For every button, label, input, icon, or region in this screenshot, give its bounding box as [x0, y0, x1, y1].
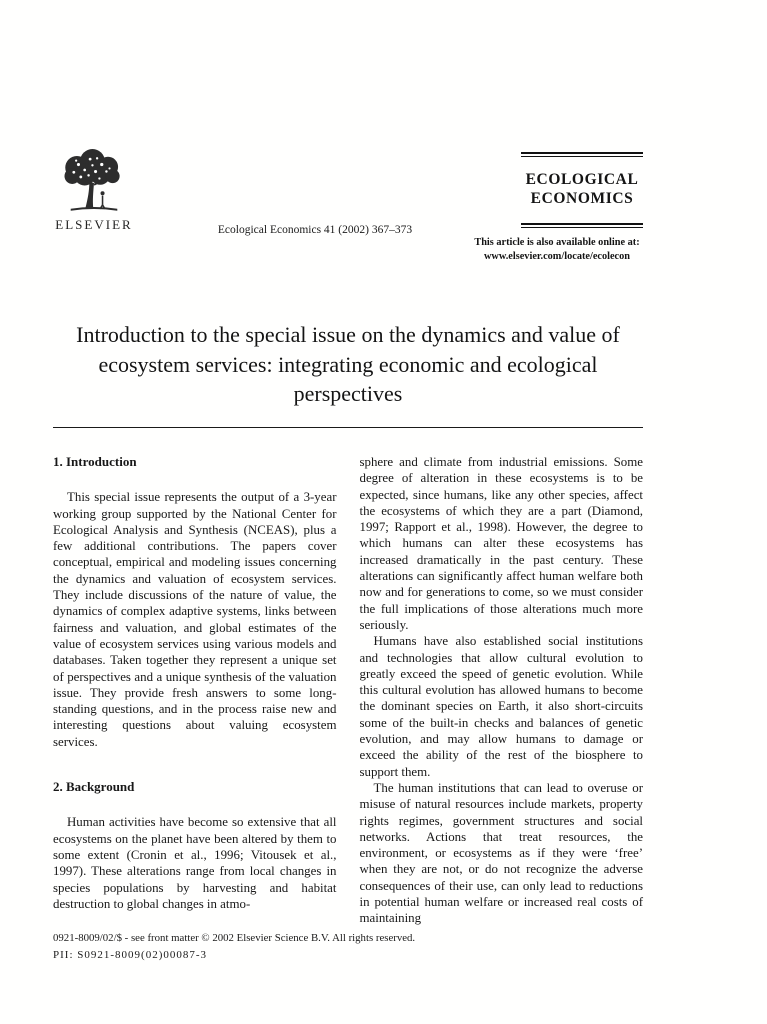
online-note-text: This article is also available online at: [474, 237, 640, 248]
elsevier-tree-icon [52, 149, 136, 215]
journal-masthead [471, 152, 643, 263]
paragraph: Humans have also established social institutions and technologies that allow cultural evolution to greatly exceed the speed of genetic evolution. While this cultural evolution has allowed humans to become the dominant species on Earth, it also short-circuits some of the built-in checks and balances of genetic evolution, and may allow humans to damage or exceed the ability of the rest of the biosphere to support them. [359, 634, 643, 779]
elsevier-logo [52, 149, 136, 233]
journal-name-line1: ECOLOGICAL [525, 171, 639, 188]
paragraph: The human institutions that can lead to overuse or misuse of natural resources include markets, property rights regimes, government structures and social networks. Actions that treat resources, the environment, or ecosystems as if they were ‘free’ when they are not, or do not recognize the adverse consequences of their use, can only lead to reductions in potential human welfare or increased real costs of maintaining [359, 780, 643, 926]
online-availability-note [471, 236, 643, 263]
journal-citation: Ecological Economics 41 (2002) 367–373 [217, 224, 413, 236]
journal-name [521, 157, 643, 223]
masthead-rule-bottom [521, 223, 643, 228]
journal-url: www.elsevier.com/locate/ecolecon [483, 250, 630, 262]
right-column [360, 454, 644, 927]
paragraph: sphere and climate from industrial emissions. Some degree of alteration in these ecosystems is to be expected, since humans, like any other species, affect the ecosystems of which they are a part (Diamond, 1997; Rapport et al., 1998). However, the degree to which humans can alter these ecosystems has increased dramatically in the past century. These alterations can significantly affect human welfare both now and for generations to come, so we must consider the full implications of those alterations much more seriously. [359, 455, 643, 632]
masthead-core [521, 152, 643, 228]
section-heading-introduction: 1. Introduction [53, 454, 137, 469]
article-title: Introduction to the special issue on the dynamics and value of ecosystem services: integrating economic and ecological perspectives [76, 322, 620, 406]
paragraph: Human activities have become so extensive that all ecosystems on the planet have been altered by them to some extent (Cronin et al., 1996; Vitousek et al., 1997). These alterations range from local changes in species populations by harvesting and habitat destruction to global changes in atmo- [53, 815, 337, 911]
title-divider-rule [53, 427, 643, 428]
pii-line: PII: S0921-8009(02)00087-3 [53, 949, 208, 961]
journal-name-line2: ECONOMICS [530, 190, 634, 207]
article-body [53, 454, 643, 927]
left-column [53, 454, 337, 927]
copyright-line: 0921-8009/02/$ - see front matter © 2002 Elsevier Science B.V. All rights reserved. [53, 932, 416, 944]
elsevier-wordmark: ELSEVIER [55, 217, 133, 232]
page-footer [53, 930, 415, 964]
section-heading-background: 2. Background [53, 779, 135, 795]
paragraph: This special issue represents the output of a 3-year working group supported by the National Center for Ecological Analysis and Synthesis (NCEAS), plus a few additional contributions. The papers cover conceptual, empirical and modeling issues concerning the dynamics and valuation of ecosystem services. They include discussions of the nature of value, the dynamics of complex adaptive systems, links between fairness and valuation, and global estimates of the value of ecosystem services using various models and databases. Taken together they represent a unique set of perspectives and a unique synthesis of the valuation issue. They provide fresh answers to some long-standing questions, and in the process raise new and interesting questions about valuing ecosystem services. [53, 490, 337, 749]
